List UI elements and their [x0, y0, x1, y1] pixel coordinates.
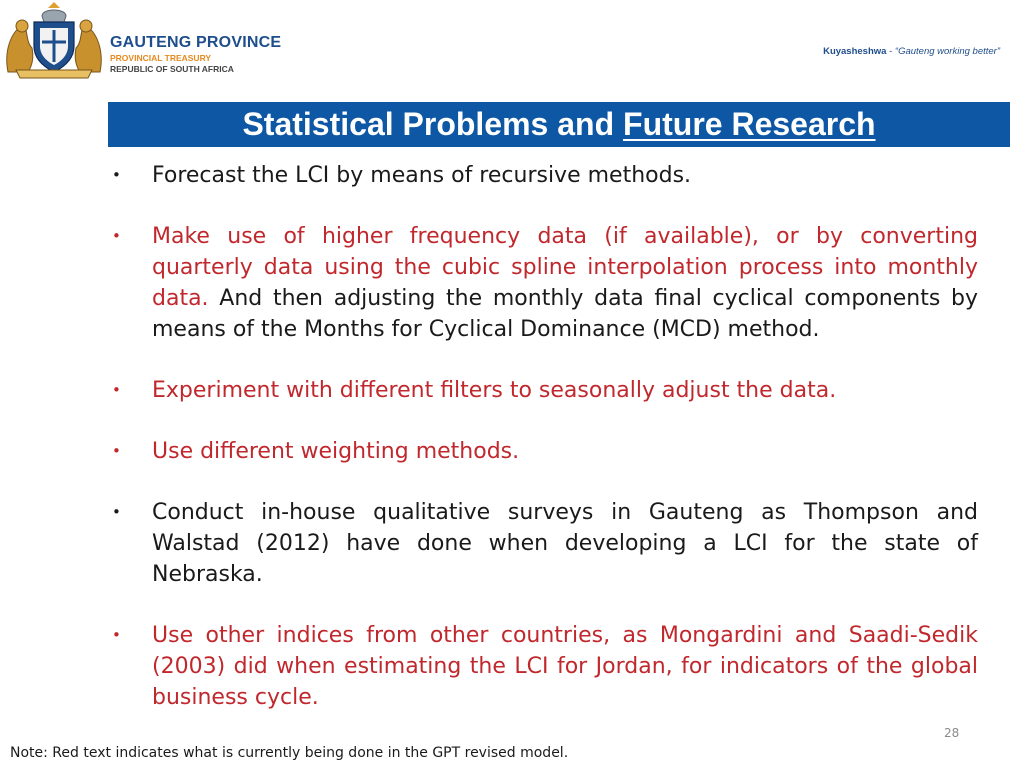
brand-name: GAUTENG PROVINCE	[110, 34, 282, 51]
page-title	[108, 102, 1010, 147]
bullet-icon: •	[112, 626, 121, 644]
slogan-quote: “Gauteng working better”	[894, 46, 1000, 57]
bullet-list	[112, 160, 978, 743]
brand-subtitle-treasury: PROVINCIAL TREASURY	[110, 53, 212, 63]
list-item	[112, 160, 978, 191]
slogan	[823, 46, 1000, 57]
bullet-icon: •	[112, 381, 121, 399]
bullet-text-red: Use different weighting methods.	[152, 439, 520, 464]
slogan-dash: -	[886, 46, 895, 57]
bullet-text: Forecast the LCI by means of recursive methods.	[152, 163, 692, 188]
list-item	[112, 436, 978, 467]
list-item	[112, 375, 978, 406]
bullet-icon: •	[112, 503, 121, 521]
coat-of-arms-icon	[2, 2, 106, 80]
bullet-text: Conduct in-house qualitative surveys in Gauteng as Thompson and Walstad (2012) have done when developing a LCI for the state of Nebraska.	[152, 500, 978, 587]
list-item	[112, 221, 978, 345]
brand-block	[110, 34, 281, 74]
bullet-text: And then adjusting the monthly data final cyclical components by means of the Months for Cyclical Dominance (MCD) method.	[152, 286, 978, 342]
list-item	[112, 620, 978, 713]
bullet-icon: •	[112, 166, 121, 184]
bullet-icon: •	[112, 442, 121, 460]
slogan-strong: Kuyasheshwa	[823, 46, 887, 57]
title-part1: Statistical Problems and	[242, 106, 624, 142]
bullet-text-red: Experiment with different filters to seasonally adjust the data.	[152, 378, 837, 403]
bullet-icon: •	[112, 227, 121, 245]
page-number: 28	[944, 726, 960, 740]
bullet-text-red: Make use of higher frequency data (if available), or by converting quarterly data using the cubic spline interpolation process into monthly data.	[152, 224, 978, 311]
list-item	[112, 497, 978, 590]
title-part2-underlined: Future Research	[623, 106, 876, 142]
footnote: Note: Red text indicates what is currently being done in the GPT revised model.	[10, 745, 569, 761]
brand-subtitle-country: REPUBLIC OF SOUTH AFRICA	[110, 64, 234, 74]
bullet-text-red: Use other indices from other countries, as Mongardini and Saadi-Sedik (2003) did when estimating the LCI for Jordan, for indicators of the global business cycle.	[152, 623, 978, 710]
